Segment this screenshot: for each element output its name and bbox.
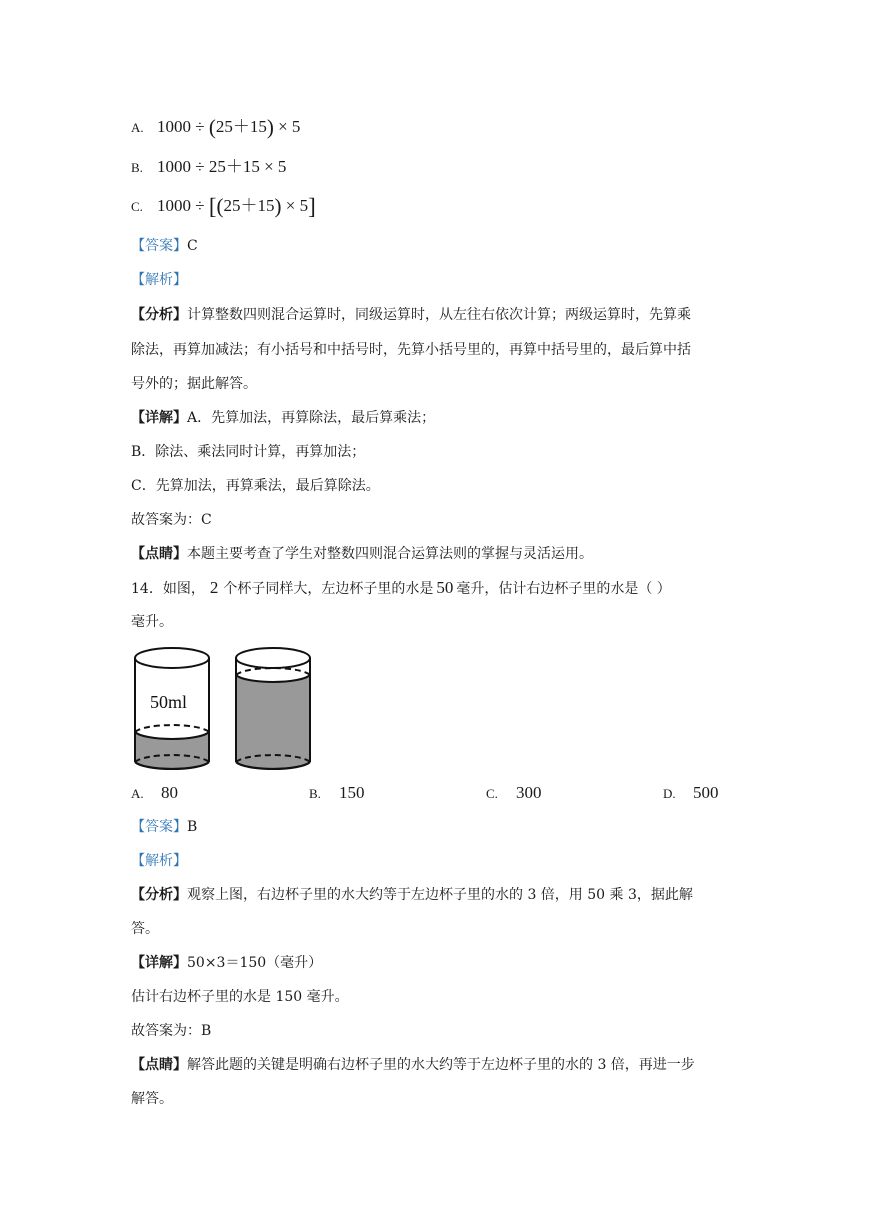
choice-d: D. 500: [663, 783, 719, 802]
dianjing-tag: 【点睛】: [131, 1057, 187, 1073]
option-expression: 1000 ÷ (25＋15) × 5: [157, 115, 301, 139]
option-b: [131, 157, 286, 178]
dianjing-14-line-2: 解答。: [131, 1091, 173, 1107]
fenxi-line-3: 号外的；据此解答。: [131, 376, 257, 392]
xiangjie-line-2: B．除法、乘法同时计算，再算加法；: [131, 444, 366, 460]
fenxi-14-line-1: 【分析】观察上图，右边杯子里的水大约等于左边杯子里的水的 3 倍，用 50 乘 3，据此解: [131, 887, 693, 903]
answer-tag: 【答案】: [131, 238, 187, 254]
option-a: [131, 117, 300, 138]
choice-b: B. 150: [309, 783, 365, 802]
fenxi-tag: 【分析】: [131, 887, 187, 903]
right-cup: [236, 648, 310, 769]
fenxi-tag: 【分析】: [131, 307, 187, 323]
xiangjie-line-1: 【详解】A．先算加法，再算除法，最后算乘法；: [131, 410, 436, 426]
dianjing-line: 【点睛】本题主要考查了学生对整数四则混合运算法则的掌握与灵活运用。: [131, 546, 593, 562]
fenxi-line-2: 除法，再算加减法；有小括号和中括号时，先算小括号里的，再算中括号里的，最后算中括: [131, 342, 691, 358]
answer-tag: 【答案】: [131, 819, 187, 835]
option-expression: 1000 ÷ 25＋15 × 5: [157, 157, 287, 176]
right-cup-water: [236, 675, 310, 769]
option-letter: B.: [131, 160, 143, 175]
left-cup: [135, 648, 209, 769]
analysis-tag-14: 【解析】: [131, 853, 187, 869]
cups-figure: [131, 644, 321, 780]
fenxi-14-line-2: 答。: [131, 921, 159, 937]
answer-value: B: [187, 819, 198, 835]
dianjing-tag: 【点睛】: [131, 546, 187, 562]
final-answer: 故答案为：C: [131, 512, 212, 528]
xiangjie-14-line: 【详解】50×3＝150（毫升）: [131, 955, 323, 971]
choice-a: A. 80: [131, 783, 178, 802]
cup-label: 50ml: [150, 692, 188, 712]
option-expression: 1000 ÷ [(25＋15) × 5]: [157, 194, 316, 219]
option-c: [131, 196, 316, 217]
option-letter: C.: [131, 199, 143, 214]
answer-value: C: [187, 238, 198, 254]
question-14-stem: 14．如图， 2 个杯子同样大，左边杯子里的水是 50 毫升，估计右边杯子里的水是（ ）: [131, 578, 671, 597]
choice-c: C. 300: [486, 783, 542, 802]
answer-line-14: [131, 817, 197, 837]
xiangjie-tag: 【详解】: [131, 955, 187, 971]
question-14-stem-line-2: 毫升。: [131, 614, 173, 630]
answer-line: [131, 236, 198, 256]
final-answer-14: 故答案为：B: [131, 1023, 212, 1039]
dianjing-14-line-1: 【点睛】解答此题的关键是明确右边杯子里的水大约等于左边杯子里的水的 3 倍，再进一步: [131, 1057, 695, 1073]
estimate-line: 估计右边杯子里的水是 150 毫升。: [131, 989, 349, 1005]
question-number: 14．: [131, 581, 163, 597]
xiangjie-tag: 【详解】: [131, 410, 187, 426]
fenxi-line-1: 【分析】计算整数四则混合运算时，同级运算时，从左往右依次计算；两级运算时，先算乘: [131, 307, 691, 323]
analysis-tag: 【解析】: [131, 272, 187, 288]
xiangjie-line-3: C．先算加法，再算乘法，最后算除法。: [131, 478, 380, 494]
option-letter: A.: [131, 120, 144, 135]
